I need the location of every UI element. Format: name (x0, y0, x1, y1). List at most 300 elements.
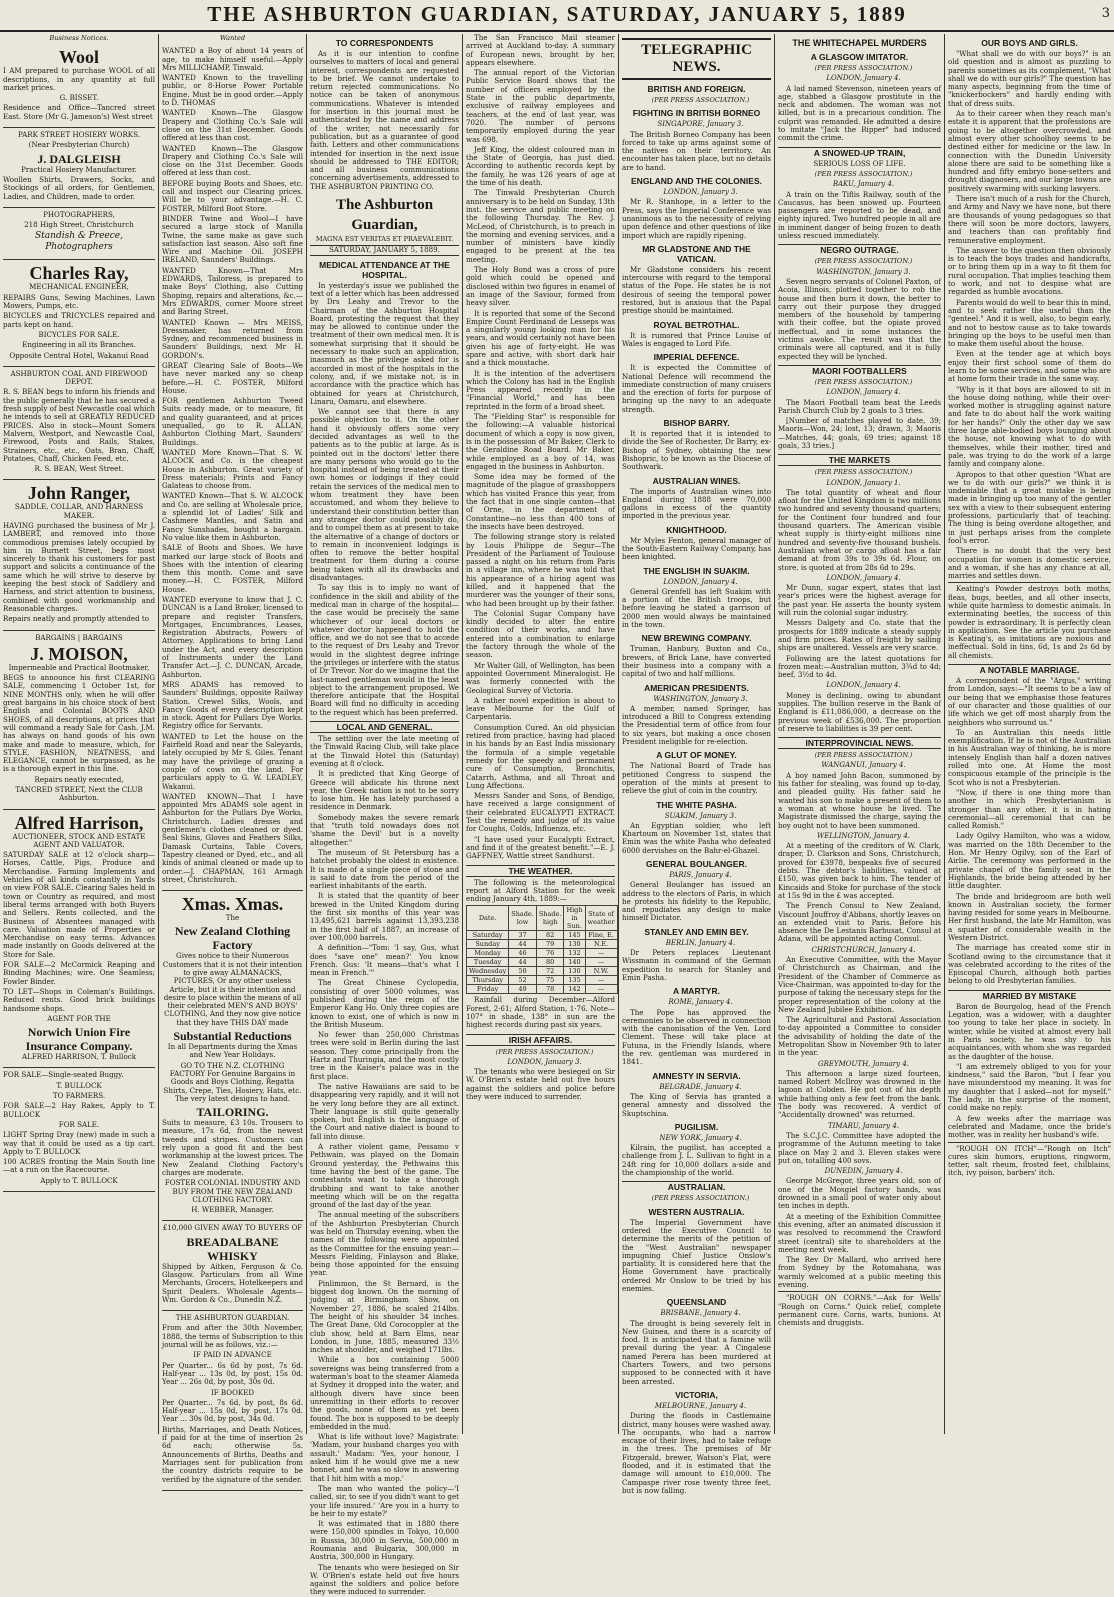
ad-prefix: £10,000 GIVEN AWAY TO BUYERS OF (162, 1223, 303, 1233)
article-title: OUR BOYS AND GIRLS. (981, 38, 1078, 48)
news-item: A train on the Tiflis Railway, south of the Caucasus, has been snowed up. Fourteen passengers are reported to be dead, and eighty injured. Two hundred people in all are in imminent danger of being frozen to death unless rescued immediately. (778, 189, 941, 241)
news-item: The "Fielding Star" is responsible for the following:—A valuable historical document of which a copy is now given, is in the possession of Mr Baker, Clerk to the Geraldine Road Board. Mr Baker, while employed as a boy of 14, was engaged in the business in Ashburton. (466, 412, 615, 471)
news-item: Some idea may be formed of the magnitude of the plague of grasshoppers which has visited France this year, from the fact that in one single canton—that of Orne, in the department of Constantine—no less than 400 tons of the insects have been destroyed. (466, 472, 615, 531)
ad-title: FOR SALE. (58, 1119, 100, 1129)
ad-body: BICYCLES FOR SALE. (38, 329, 120, 339)
whisky-title: BREADALBANE WHISKY (186, 1234, 279, 1263)
wanted-item: SALE of Boots and Shoes. We have marked our large stock of Boots and Shoes with the intention of clearing them this month. Come and save money.—H. C. FOSTER, Milford House. (162, 543, 303, 594)
news-item: Messrs Sander and Sons, of Bendigo, have received a large consignment of their celebrated EUCALYPTI EXTRACT. Test the remedy and judge of its value for Coughs, Colds, Influenza, etc. (466, 791, 615, 834)
wanted-item: FOR gentlemen Ashburton Tweed Suits ready made, or to measure, fit and quality guaranteed, and at prices unequalled, go to R. ALLAN, Ashburton Clothing Mart, Saunders' Buildings. (162, 396, 303, 447)
dateline: LONDON, January 4. (826, 573, 901, 582)
news-item: The following strange story is related by Louis Philippe de Segur—The President of the Parliament of Toulouse passed a night on his return from Paris in a village inn, where he was told that his appearance of a hiring agent was killed, and it happened that the murderer was the younger of their sons, who had been brought up by their father. (466, 532, 615, 608)
news-item: A member, named Springer, has introduced a Bill to Congress extending the Presidential term of office from four to six years, but making a once chosen President ineligible for re-election. (622, 703, 771, 747)
news-item: It is expected the Committee of National Defence will recommend the immediate construction of many cruisers and the erection of forts for purpose of bringing up the navy to an adequate strength. (622, 363, 771, 414)
table-cell: 50 (509, 967, 537, 976)
wanted-item: WANTED everyone to know that J. C. DUNCAN is a Land Broker, licensed to prepare and register Transfers, Mortgages, Encumbrances, Leases, Registration Abstracts, Powers of Attorney. Applications to bring Land under the Act, and every description of Instruments under the Land Transfer Act.—J. C. DUNCAN, Arcade, Ashburton. (162, 595, 303, 679)
news-item: "I have used your Eucalypti Extract, and find it of the greatest benefit."—E. J. GAFFNEY, Wattle street Sandhurst. (466, 834, 615, 861)
dateline: LONDON, January 1. (826, 478, 901, 487)
ad-body: TO LET—Shops in Coleman's Buildings. Reduced rents. Good brick buildings handsome shops. (3, 986, 155, 1013)
dateline: PARIS, January 4. (669, 871, 732, 879)
advert-note: "ROUGH ON CORNS."—Ask for Wells' "Rough on Corns." Quick relief, complete permanent cure. Corns, warts, bunions. At chemists and druggists. (778, 1293, 941, 1328)
article-title: GENERAL BOULANGER. (646, 859, 747, 869)
ray-ad (3, 260, 155, 366)
ad-subtitle: (Near Presbyterian Church) (28, 140, 130, 150)
wanted-item: WANTED a Boy of about 14 years of age, to make himself useful.—Apply Mrs MILLICHAMP, Tinwald. (162, 46, 303, 72)
ad-address: TANCRED STREET, Next the CLUB Ashburton. (15, 785, 143, 803)
news-item: The tenants who were besieged on Sir W. O'Brien's estate held out five hours against the soldiers and police before they were induced to surrender. (310, 1562, 459, 1597)
news-item: It is predicted that King George of Greece will abdicate his throne next year, the Greek nation is not to be sorry to lose him. He has lately purchased a residence in Denmark. (310, 769, 459, 812)
ad-banner: BARGAINS | BARGAINS (35, 632, 123, 642)
news-item: Mr Myles Fenton, general manager of the South-Eastern Railway Company, has been knighted. (622, 535, 771, 562)
column-1 (0, 34, 158, 1434)
column-2 (158, 34, 306, 1484)
ad-body: BEGS to announce his first CLEARING SALE, commencing 1 October 1st, for NINE MONTHS only, when he will offer great bargains in his choice stock of best English and Colonial BOOTS AND SHOES, of all descriptions, at prices that will command a ready Sale for Cash. J.M. has always on hand goods of his own make and made to measure, which, for STYLE, FASHION, NEATNESS, and ELEGANCE, cannot be surpassed, as he is a thorough expert in this line. (3, 673, 155, 774)
article-title: PUGILISM. (674, 1121, 719, 1132)
wanted-item: GREAT Clearing Sale of Boots—We have never marked any so cheap before.—H. C. FOSTER, Milford House. (162, 360, 303, 395)
notice-body: Births, Marriages, and Death Notices, if paid for at the time of insertion 2s 6d each; otherwise 5s. Announcements of Births, Deaths and Marriages sent for publication from the country districts require to be verified by the signature of the sender. (162, 1424, 303, 1484)
table-row (467, 985, 618, 994)
whisky-ad (162, 1221, 303, 1311)
article-title: WESTERN AUSTRALIA. (648, 1206, 745, 1217)
ad-name: Apply to T. BULLOCK (40, 1175, 118, 1185)
ad-body: Woollen Shirts, Drawers, Socks, and Stockings of all orders, for Gentlemen, Ladies, and Children, made to order. (3, 174, 155, 201)
article-paragraph: Parents would do well to bear this in mind, and to seek rather the useful than the "genteel." And it is well, also, to begin early, and not to bestow cause as to take towards bringing up the boys to be useful men than to make them useful about the house. (948, 297, 1111, 349)
ad-title: John Ranger, (27, 483, 131, 504)
article-paragraph: Lady Ogilvy Hamilton, who was a widow, was married on the 18th December to the Hon. Mr Henry Ogilvy, son of the Earl of Airlie. The ceremony was performed in the private chapel of the family seat in the Highlands, the bride being attended by her little daughter. (948, 831, 1111, 891)
ad-prefix: The (225, 913, 240, 923)
advert-note: Keating's Powder destroys both moths, fleas, bugs, beetles, and all other insects, while quite harmless to domestic animals. In exterminating beetles, the success of this powder is extraordinary. It is perfectly clean in application. See the article you purchase is Keating's, as imitations are noxious and ineffectual. Sold in tins, 6d, 1s and 2s 6d by all chemists. (948, 584, 1111, 660)
section-heading: INTERPROVINCIAL NEWS. (778, 737, 941, 749)
article-paragraph: To say this is to imply no want of confidence in the skill and ability of the medical man in charge of the hospital—the case would be precisely the same whichever of our local doctors or whatever doctor happened to hold the office, and we do not see that to accede to the request of Drs Leahy and Trevor would in the slightest degree infringe the privileges or interfere with the status of Dr Trevor. Nor do we imagine that the last-named gentleman would in the least object to the arrangement proposed. We therefore anticipate that the Hospital Board will find no difficulty in acceding to the request which has been preferred. (310, 583, 459, 717)
weather-table (466, 905, 618, 994)
news-item: The National Board of Trade has petitioned Congress to suspend the operation of the mints at present to relieve the glut of coin in the country. (622, 761, 771, 796)
news-item: At a meeting of the creditors of W. Clark, draper, D. Clarkson and Sons, Christchurch, proved for £3978, bespeaks five of secured debts. The debtor's liabilities, valued at £150, was given back to him. The tender of Kincaids and Stoke for purchase of the stock at 15s 9d in the £ was accepted. (778, 841, 941, 900)
press-credit: (PER PRESS ASSOCIATION.) (814, 64, 913, 72)
article-paragraph: Apropos to that other question "What are we to do with our girls?" we think it is undeniable that a great mistake is being made in bringing up too many of the gentler sex with a view to their subsequent entering professions, particularly that of teaching. The thing is being overdone altogether, and in just perhaps arises from the complete fool's error. (948, 469, 1111, 545)
ad-name: T. BULLOCK (56, 1080, 102, 1090)
ad-title: PHOTOGRAPHERS, (43, 209, 115, 219)
press-credit: (PER PRESS ASSOCIATION.) (814, 169, 913, 178)
photographers-ad (3, 208, 155, 261)
dateline: MELBOURNE, January 4. (654, 1401, 747, 1410)
weather-header: High in Sun. (564, 906, 585, 931)
news-item: [Number of matches played to date, 39; Maoris—Won, 24; lost, 13; drawn, 3; Maoris—Matches, 44; goals, 69 tries; against 18 goals, 33 tries.] (778, 416, 941, 450)
press-credit: (PER PRESS ASSOCIATION.) (495, 1047, 594, 1056)
wanted-item: WANTED KNOWN—That I have appointed Mrs ADAMS sole agent in Ashburton for the Pullars Dye Works, Christchurch. Ladies dresses and gentlemen's clothes cleaned or dyed. Seal Skins, Gloves and Feathers Silks, Damask Curtains, Table Covers, Tapestry cleaned or Dyed, etc., and all kinds of animal cleaned or made up to order.—J. CHAPMAN, 161 Armagh street, Christchurch. (162, 791, 303, 884)
ranger-ad (3, 480, 155, 630)
news-item: The Great Chinese Cyclopedia, consisting of over 5000 volumes, was published during the reign of the Emperor Kang Ho. Only three copies are known to exist, one of which is now in the British Museum. (310, 978, 459, 1029)
news-item: The man who wanted the policy—'I called, sir, to see if you didn't want to get your life insured.' 'Are you in a hurry to be heir to my estate?' (310, 1483, 459, 1518)
weather-header-row (467, 906, 618, 931)
article-paragraph: As to their career when they reach man's estate it is apparent that the professions are going to be altogether overcrowded, and almost every other schoolboy seems to be destined either for medicine or the law. In connection with the Dunedin University alone there are said to be something like a hundred and fifty embryo bone-setters and drought diagnosers, and our large towns are positively swarming with sucking lawyers. (948, 109, 1111, 193)
table-row (467, 976, 618, 985)
article-title: AUSTRALIAN WINES. (652, 475, 741, 486)
article-paragraph: There is no doubt that the very best occupation for women is domestic service, and a woman, if she has any chance at all, marries and settles down. (948, 546, 1111, 581)
dateline: LONDON, January 3. (663, 188, 738, 197)
article-paragraph: There isn't much of a rush for the Church, and Army and Navy we have none, but there are thousands of young pedagogues so that there will soon be more doctors, lawyers, and teachers than can profitably find remunerative employment. (948, 194, 1111, 245)
wanted-item: MRS ADAMS has removed to Saunders' Buildings, opposite Railway Station. Crewel Silks, Wools, and Fancy Goods of every description kept in stock. Agent for Pullars Dye Works. Registry office for Servants. (162, 679, 303, 731)
article-paragraph: The bride and bridegroom are both well known in Australian society, the former having resided for some years in Melbourne. Her first husband, the late Mr Hamilton, was a squatter of considerable wealth in the Western District. (948, 891, 1111, 942)
weather-note: Rainfall during December—Alford Forest, 2·61; Alford Station, 1·76. Note—107° in shade, 138° in sun are the highest records during past six years. (466, 995, 615, 1030)
factory-title: New Zealand Clothing Factory (174, 924, 291, 953)
news-item: The imports of Australian wines into England during 1888 were 70,000 gallons in excess of the quantity imported in the previous year. (622, 486, 771, 521)
news-item: It was estimated that in 1880 there were 150,000 spindles in Tokyo, 10,000 in Russia, 30,000 in Servia, 500,000 in Roumania and Bulgaria, 300,000 in Austria, 300,000 in Hungary. (310, 1519, 459, 1562)
article-title: MARRIED BY MISTAKE (948, 990, 1111, 1001)
article-paragraph: In yesterday's issue we published the text of a letter which has been addressed by Drs Leahy and Trevor to the Chairman of the Ashburton Hospital Board, protesting the request that they may be allowed to continue under the treatment of their own medical men. It is somewhat surprising that it should be necessary to make such an application, inasmuch as the privilege asked for is accorded in most of the hospitals in the colony, and, if we mistake not, is in accordance with the practice which has obtained for years at Christchurch, Linaru, Oamaru, and elsewhere. (310, 280, 459, 406)
article-title: ROYAL BETROTHAL. (653, 319, 740, 330)
news-item: The settling over the late meeting of the Tinwald Racing Club, will take place at the Tinwald Hotel this (Saturday) evening at 8 o'clock. (310, 734, 459, 768)
article-title: THE WHITE PASHA. (656, 799, 737, 810)
article-paragraph: "I am extremely obliged to you for your kindness," said the Baron, "but I fear you have misunderstood my meaning. It was for my daughter that I asked—not for myself." The lady, in the surprise of the moment, could make no reply. (948, 1061, 1111, 1113)
news-item: The Imperial Government have ordered the Executive Council to determine the merits of the petition of the "West Australian" newspaper impugning Chief Justice Onslow's partiality. It is considered here that the Home Government have practically ordered Mr Onslow to be tried by his enemies. (622, 1217, 771, 1293)
news-item: The King of Servia has granted a general amnesty and dissolved the Skuptschina. (622, 1091, 771, 1118)
dateline: ROME, January 4. (668, 998, 733, 1007)
table-cell: 132 (564, 949, 585, 958)
ad-subtitle: AUCTIONEER, STOCK AND ESTATE AGENT AND VALUATOR. (12, 831, 146, 849)
article-title: BISHOP BARRY. (663, 418, 730, 429)
editorial-date: SATURDAY, JANUARY 5, 1889. (310, 245, 459, 255)
wanted-item: WANTED Known—That Mrs EDWARDS, Tailoress, is prepared to make Boys' Clothing, also Cutting Shoping, repairs and alterations, &c.—Mrs EDWARDS, corner Moore street and Baring Street. (162, 265, 303, 317)
table-row (467, 940, 618, 949)
table-row (467, 967, 618, 976)
weather-header: Shade. low (509, 906, 537, 931)
wanted-item: WANTED Known — Mrs MEISS, Dressmaker, has returned from Sydney, and recommenced business in Saunders' Buildings, next Mr H. GORDON's. (162, 317, 303, 360)
dateline: TIMARU, January 4. (827, 1121, 899, 1130)
news-item: A definition—"Tom: 'I say, Gus, what does "save one" mean?' You know French. Gus: 'It means—that's what I mean in French.'" (310, 943, 459, 978)
column-4 (462, 34, 618, 1434)
dateline: BELGRADE, January 4. (659, 1082, 742, 1091)
news-item: The drought is being severely felt in New Guinea, and there is a scarcity of food. It is anticipated that a famine will prevail during the year. A Cingalese named Perera has been murdered at Charters Towers, and two persons supposed to be connected with it have been arrested. (622, 1318, 771, 1386)
editorial-motto: MAGNA EST VERITAS ET PRAEVALEBIT. (315, 235, 454, 244)
news-item: The museum of St Petersburg has a hatchet probably the oldest in existence. It is made of a single piece of stone and is said to date from the period of the earliest inhabitants of the earth. (310, 847, 459, 891)
article-title: MEDICAL ATTENDANCE AT THE HOSPITAL. (319, 259, 450, 280)
ad-body: Suits to measure, £3 10s. Trousers to measure, 17s 6d, from the newest tweeds and stripes. Customers can rely upon a good fit and the best workmanship at the lowest prices. The New Zealand Clothing Factory's charges are moderate. (162, 1118, 303, 1177)
notice-rates: Per Quarter... 7s 6d, by post, 8s 6d. Half-year ... 15s 0d, by post, 17s 0d. Year ... 30s 0d, by post, 34s 0d. (162, 1397, 303, 1424)
table-cell: Wednesday (467, 967, 509, 976)
press-credit: (PER PRESS ASSOCIATION.) (814, 257, 913, 266)
news-item: General Boulanger has issued an address to the electors of Paris, in which he protests his fidelity to the Republic, and repudiates any design to make himself Dictator. (622, 880, 771, 923)
wool-ad (3, 44, 155, 128)
news-item: The tenants who were besieged on Sir W. O'Brien's estate held out five hours against the soldiers and police before they were induced to surrender. (466, 1067, 615, 1102)
page-number: 3 (1101, 6, 1110, 21)
dateline: WASHINGTON, January 3. (653, 694, 748, 703)
wanted-ads (162, 44, 303, 891)
table-cell: Tuesday (467, 958, 509, 967)
dateline: CHRISTCHURCH, January 4. (811, 945, 916, 954)
coal-ad (3, 367, 155, 481)
wanted-item: BINDER Twine and Wool—I have secured a large stock of Manilla Twine, the same make as gave such satisfaction last season. Also soft fine Wire and Machine Oil. JOSEPH IRELAND, Saunders' Buildings. (162, 213, 303, 265)
table-cell: 130 (564, 967, 585, 976)
wanted-item: WANTED More Known—That S. W. ALCOCK and Co. is the cheapest House in Ashburton. Great variety of Dress materials; Prints and Fancy Galateas to choose from. (162, 447, 303, 491)
harrison-ad (3, 810, 155, 1069)
news-item: An Egyptian soldier, who left Khartoum on November 1st, states that Emin was the white Pasha who defeated 6000 dervishes on the Bahr-el-Ghazel. (622, 820, 771, 855)
table-cell: 49 (509, 985, 537, 994)
notice-subhead: IF PAID IN ADVANCE (193, 1350, 272, 1360)
table-cell: 37 (509, 931, 537, 940)
table-cell: 145 (564, 931, 585, 940)
weather-header: Shade. high (536, 906, 564, 931)
news-item: Kilrain, the pugilist, has accepted a challenge from J. L. Sullivan to fight in a 24ft ring for 10,000 dollars a-side and the championship of the world. (622, 1143, 771, 1178)
article-title: STANLEY AND EMIN BEY. (644, 926, 749, 937)
news-item: It is stated that the quantity of beer brewed in the United Kingdom during the first six months of this year was 13,495,621 barrels against 13,393,238 in the first half of 1887, an increase of over 100,000 barrels. (310, 891, 459, 942)
ad-title: Charles Ray, (29, 263, 129, 284)
dateline: WANGANUI, January 4. (821, 761, 906, 770)
dateline: DUNEDIN, January 4. (824, 1167, 903, 1176)
article-title: NEGRO OUTRAGE. (778, 244, 941, 255)
ad-body: AGENT FOR THE (47, 1013, 111, 1023)
table-row (467, 931, 618, 940)
dateline: GREYMOUTH, January 4. (818, 1059, 909, 1068)
table-cell: 80 (536, 958, 564, 967)
news-item: The Holy Bond was a cross of pure gold which could be opened and disclosed within two figures in enamel of an image of the Saviour, formed from heavy silver. (466, 265, 615, 308)
news-item: Following are the latest quotations for frozen meat:—Australian mutton, 3¾d to 4d; beef, 3½d to 4d. (778, 653, 941, 680)
news-item: The Rev Dr Mallard, who arrived here from Sydney by the Rotomahana, was warmly welcomed at a public meeting this evening. (778, 1255, 941, 1289)
table-cell: 79 (536, 940, 564, 949)
notice-title: THE ASHBURTON GUARDIAN. (175, 1313, 290, 1323)
article-title: FIGHTING IN BRITISH BORNEO (632, 108, 761, 119)
news-item: The total quantity of wheat and flour afloat for the United Kingdom is two millions two hundred and seventy thousand quarters; for the Continent four hundred and four thousand quarters. The American visible wheat supply is thirty-eight millions nine hundred and seventy-five thousand bushels. Australian wheat or cargo afloat has a fair demand at from 39s to 39s 6d. Flour, on store, is quoted at from 28s 6d to 29s. (778, 487, 941, 572)
section-header: Wanted (219, 34, 246, 42)
ad-body: FOSTER COLONIAL INDUSTRY AND BUY FROM THE NEW ZEALAND CLOTHING FACTORY. (164, 1178, 301, 1204)
table-cell: Thursday (467, 976, 509, 985)
article-title: QUEENSLAND (666, 1297, 727, 1308)
article-title: VICTORIA, (675, 1389, 718, 1400)
table-cell: 72 (536, 967, 564, 976)
ad-address: Residence and Office—Tancred street East. Store (Mr G. Jameson's) West street (3, 103, 155, 121)
ad-title: J. MOISON, (30, 643, 128, 664)
article-subtitle: SERIOUS LOSS OF LIFE. (813, 158, 906, 168)
subscription-notice (162, 1311, 303, 1491)
table-cell: Saturday (467, 931, 509, 940)
ad-name: H. WEBBER, Manager. (191, 1205, 274, 1215)
article-paragraph: A few weeks after the marriage was celebrated and Madame, once the bride's mother, was in reality her husband's wife. (948, 1113, 1111, 1140)
news-item: A lad named Stevenson, nineteen years of age, stabbed a Glasgow prostitute in the neck and abdomen. The woman was not killed, but is in a precarious condition. The culprit was remanded. He admitted a desire to imitate "Jack the Ripper" had induced commit the crime. (778, 83, 941, 143)
clothing-factory-ad (162, 891, 303, 1221)
dateline: LONDON, January 4. (826, 74, 901, 83)
table-cell: 78 (536, 985, 564, 994)
news-item: The S.C.J.C. Committee have adopted the programme of the Autumn meeting to take place on May 2 and 3. Eleven stakes were put on, totalling 400 sovs. (778, 1130, 941, 1165)
masthead (0, 0, 1114, 32)
ad-name: ALFRED HARRISON, T. Bullock (21, 1052, 136, 1062)
news-item: It is the intention of the advertisers which the Colony has had in the English Press appeared recently in the "Financial World," and has been reprinted in the form of a broad sheet. (466, 368, 615, 411)
dateline: WASHINGTON, January 3. (816, 267, 911, 276)
table-cell: — (585, 985, 617, 994)
ad-body: LIGHT Spring Dray (new) made in such a way that it could be used as a tip cart. Apply to T. BULLOCK (3, 1130, 155, 1156)
table-cell: — (585, 976, 617, 985)
article-paragraph: To an Australian this needs little exemplification. If he is not of the Australian in his Australian way of thinking, he is more intensely English than half a dozen natives rolled into one. At Home the most conspicuous example of the principle is the Scot who is not a Presbyterian. (948, 727, 1111, 787)
news-item: The San Francisco Mail steamer arrived at Auckland to-day. A summary of European news, brought by her, appears elsewhere. (466, 33, 615, 67)
ad-title: ASHBURTON COAL AND FIREWOOD DEPOT. (10, 368, 148, 387)
table-cell: 52 (509, 976, 537, 985)
table-cell: 44 (509, 940, 537, 949)
article-title: AMERICAN PRESIDENTS. (644, 682, 749, 693)
notice-rates: Per Quarter... 6s 6d by post, 7s 6d. Half-year ... 13s 0d, by post, 15s 0d. Year ... 26s 0d, by post, 30s 0d. (162, 1360, 303, 1387)
table-cell: Monday (467, 949, 509, 958)
banner-title: TELEGRAPHIC NEWS. (641, 42, 752, 75)
article-paragraph: The marriage has created some stir in Scotland owing to the circumstance that it was celebrated according to the rites of the Episcopal Church, although both parties belong to old Presbyterian families. (948, 943, 1111, 986)
wanted-item: WANTED Known to the travelling public, or 8-Horse Power Portable Engine. Must be in good order.—Apply to D. THOMAS (162, 73, 303, 108)
newspaper-title: THE ASHBURTON GUARDIAN, SATURDAY, JANUARY 5, 1889 (207, 2, 907, 26)
press-credit: (PER PRESS ASSOCIATION.) (651, 96, 750, 104)
article-title: A SNOWED-UP TRAIN, (778, 147, 941, 158)
ad-subtitle: Practical Hosiery Manufacturer. (21, 164, 137, 174)
section-heading: THE MARKETS (778, 454, 941, 466)
news-item: Mr R. Stanhope, in a letter to the Press, says the Imperial Conference was unanimous as to the necessity of relying upon defence and other questions of like import which are rapidly ripening. (622, 197, 771, 240)
ad-body: REPAIRS Guns, Sewing Machines, Lawn Mowers, Pumps, etc. (3, 292, 155, 311)
section-heading: THE WEATHER. (466, 865, 615, 877)
telegraphic-banner (622, 38, 771, 80)
ad-title: TO FARMERS. (52, 1091, 106, 1101)
article-paragraph: "Why is it that boys are allowed to sit in the house doing nothing, while their over-worked mother is struggling against nature and fate to do about half the work waiting for her hands?" Only the other day we saw three large able-bodied boys lounging about the house, not knowing what to do with themselves, while their mother, tired and pale, was trying to do the work of a large family and company alone. (948, 384, 1111, 469)
news-item: The Agricultural and Pastoral Association to-day appointed a Committee to consider the advisability of holding the date of the Metropolitan Show in November 9th to later in the year. (778, 1015, 941, 1058)
dateline: LONDON, January 4. (826, 681, 901, 690)
news-item: Dr Peters replaces Lieutenant Wissmann in command of the German expedition to search for Stanley and Emin Pasha. (622, 948, 771, 982)
dateline: BRISBANE, January 4. (660, 1309, 741, 1318)
table-cell: 75 (536, 976, 564, 985)
section-header: Business Notices. (49, 34, 109, 42)
ad-subtitle: Impermeable and Practical Bootmaker, (8, 662, 150, 672)
news-item: The annual report of the Victorian Public Service Board shows that the number of officers employed by the State in the public departments, exclusive of railway employees and teachers, at the end of last year, was 7020. The number of persons temporarily employed during the year was 698. (466, 68, 615, 144)
news-item: The Maori Football team beat the Leeds Parish Church Club by 2 goals to 3 tries. (778, 397, 941, 415)
news-item: Mr Dunn, sugar expert, states that last year's prices were the highest average for the past year. He asserts the bounty system will ruin the colonial sugar industry. (778, 583, 941, 618)
news-item: Truman, Hanbury, Buxton and Co., brewers, of Brick Lane, have converted their business into a company with a capital of two and half millions. (622, 644, 771, 679)
table-cell: Sunday (467, 940, 509, 949)
table-row (467, 949, 618, 958)
table-cell: 76 (536, 949, 564, 958)
article-title: MAORI FOOTBALLERS (778, 365, 941, 376)
section-heading: THE WHITECHAPEL MURDERS (792, 38, 927, 48)
dateline: SUAKIM, January 3. (664, 811, 737, 820)
press-credit: (PER PRESS ASSOCIATION.) (814, 377, 913, 386)
section-heading: TO CORRESPONDENTS (335, 38, 434, 48)
xmas-title: Xmas. Xmas. (181, 894, 284, 915)
ad-name: J. DALGLEISH (37, 151, 121, 166)
section-heading: LOCAL AND GENERAL. (310, 721, 459, 733)
dateline: WELLINGTON, January 4. (817, 831, 910, 840)
article-title: AMNESTY IN SERVIA. (652, 1070, 741, 1081)
weather-header: State of weather (585, 906, 617, 931)
news-item: At a meeting of the Exhibition Committee this evening, after an animated discussion it was resolved to recommend the Crawford street (central) site to shareholders at the meeting next week. (778, 1211, 941, 1254)
news-item: The native Hawaiians are said to be disappearing very rapidly, and it will not be very long before they are all extinct. Their language is still quite generally spoken, but English is the language of the Court and native dialect is bound to fall into disuse. (310, 1081, 459, 1141)
ad-body: I AM prepared to purchase WOOL of all descriptions, in any quantity at full market prices. (3, 66, 155, 92)
editorial-masthead: The Ashburton Guardian, (335, 197, 434, 234)
weather-header: Date. (467, 906, 509, 931)
section-heading: BRITISH AND FOREIGN. (647, 84, 746, 94)
ad-body: Shipped by Aitken, Ferguson & Co. Glasgow. Particulars from all Wine Merchants, Grocers, Hotelkeepers and Spirit Dealers. Wholesale Agents—Wm. Gordon & Co., Dunedin N.Z. (162, 1261, 303, 1304)
table-cell: — (585, 949, 617, 958)
table-cell: 46 (509, 949, 537, 958)
weather-intro: The following is the meteorological report at Alford Station for the week ending January 4th, 1889:— (466, 877, 615, 904)
dateline: BAKU, January 4. (832, 180, 895, 189)
ad-body: BICYCLES and TRICYCLES repaired and parts kept on hand. (3, 311, 155, 329)
ad-subtitle: MECHANICAL ENGINEER, (29, 282, 129, 292)
article-paragraph: A correspondent of the "Argus," writing from London, says:—"It seems to be a law of our being that we emphasise those features of our character and those qualities of our life which we get off most sharply from the neighbors who surround us." (948, 676, 1111, 727)
ad-body: FOR SALE—Single-seated Buggy. (3, 1070, 124, 1080)
advert-note: "ROUGH ON ITCH"—"Rough on Itch" cures skin humors, eruptions, ringworm, tetter, salt rheum, frosted feet, chilblains, itch, ivy poison, barbers' itch. (948, 1143, 1111, 1178)
news-item: Jeff King, the oldest coloured man in the State of Georgia, has just died. According to authentic records kept by the family, he was 126 years of age at the time of his death. (466, 144, 615, 188)
ad-address: Opposite Central Hotel, Wakanui Road (9, 350, 149, 360)
wanted-item: WANTED Known—The Glasgow Drapery and Clothing Co.'s Sale will close on the 31st December. Goods offered at less than cost. (162, 143, 303, 178)
article-title: KNIGHTHOOD. (666, 524, 727, 535)
news-item: Messrs Dalgety and Co. state that the prospects for 1889 indicate a steady supply and firm prices. Rates of freight by sailing ships are unaltered. Vessels are very scarce. (778, 618, 941, 653)
news-item: During the floods in Castlemaine district, many houses were washed away. The occupants, who had a narrow escape of their lives, had to take refuge in the trees. The premises of Mr Fitzgerald, brewer, Watson's Flat, were flooded, and it is estimated that the damage will amount to £10,000. The Campaspe river rose twenty three feet, but is now falling. (622, 1411, 771, 1495)
article-paragraph: "What shall we do with our boys?" is an old question and is almost as puzzling to parents sometimes as its complement, "What shall we do with our girls?" The question has many aspects, beginning from the time of "knickerbockers" and hardly ending with that of dress suits. (948, 49, 1111, 108)
ad-body: 100 ACRES fronting the Main South line—at a run on the Racecourse. (3, 1157, 155, 1175)
news-item: Seven negro servants of Colonel Paxton, of Acoia, Illinois, plotted together to rob the house and then burn it down, the better to carry out their purpose they drugged members of the household by tampering with their coffee, but the opiate proved ineffectual, and in some instances the victims awoke. The result was that the criminals were all captured, and it is fully expected they will be lynched. (778, 276, 941, 361)
news-item: The annual meeting of the subscribers of the Ashburton Presbyterian Church was held on Thursday evening, when the names of the following were appointed as the Committee for the ensuing year:—Messrs Fielding, Finlayson and Blake, being those appointed for the ensuing year. (310, 1210, 459, 1278)
news-item: The French Consul to New Zealand, Viscount Jouffroy d'Abbans, shortly leaves on an extended visit to Paris. Before his absence the De Lestanis Barbusat, Consul at Adana, will be appointed acting Consul. (778, 901, 941, 944)
insurance-title: Norwich Union Fire Insurance Company. (25, 1025, 133, 1054)
bullock-ads (3, 1068, 155, 1192)
news-item: A rather violent game, Pessamo v Pethwain, was played on the Domain Ground yesterday, the Pethwains this time having the best of the game. The contestants want to take a thorough drubbing and want to take another meeting which will be on the regatta ground of the last day of the year. (310, 1142, 459, 1210)
news-item: No fewer than 250,000 Christmas trees were sold in Berlin during the last season. They come principally from the Hartz and Thuringia, and the most costly tree in the Kaiser's palace was in the first place. (310, 1030, 459, 1081)
news-item: Mr Gladstone considers his recent intercourse with regard to the temporal status of the Pope. He states he is not desirous of seeing the temporal power restored, but is anxious that the Papal prestige should be maintained. (622, 264, 771, 316)
wanted-item: WANTED Known—That S. W. ALCOCK and Co. are selling at Wholesale price, a splendid lot of Ladies' Silk and Cashmere Mantles, and Satin and Fancy Sunshades, bought a bargain. No value like them in Ashburton. (162, 491, 303, 542)
table-cell: N.W. (585, 967, 617, 976)
news-item: Consumption Cured. An old physician retired from practice, having had placed in his hands by an East India missionary the formula of a simple vegetable remedy for the speedy and permanent cure of Consumption, Bronchitis, Catarrh, Asthma, and all Throat and Lung Affections. (466, 722, 615, 790)
column-5 (618, 34, 774, 1495)
news-item: Pinlimmon, the St Bernard, is the biggest dog known. On the morning of judging at Birmingham Show, on November 27, 1886, he scaled 214lbs. The height of his shoulder 34 inches. The Great Dane, Old Corocoppler at the club show, held at Barn Elms, near London, in June, 1885, measured 33½ inches at shoulder, and weighed 171lbs. (310, 1278, 459, 1355)
ad-address: 218 High Street, Christchurch (24, 220, 134, 230)
ad-title: Wool (58, 47, 99, 68)
ad-name: G. BISSET. (59, 93, 99, 103)
ad-body: FOR SALE—2 McCormick Reaping and Binding Machines; wire. One Seamless; Fowler Binder. (3, 960, 155, 986)
dateline: BERLIN, January 4. (665, 938, 736, 947)
news-item: This afternoon a large sized fourteen, named Robert McIlroy was drowned in the lagoon at Cobden. He got out of his depth while bathing only a few feet from the bank. The body was recovered. A verdict of "Accidentally drowned" was returned. (778, 1068, 941, 1120)
news-item: The Tinwald Presbyterian Church anniversary is to be held on Sunday, 13th inst. the service and public meeting on the following Thursday. The Rev. J. McLeod, of Christchurch, is to preach in the morning and evening services, and a number of ministers have kindly engaged to be present at the tea meeting. (466, 188, 616, 264)
ad-title: Alfred Harrison, (14, 812, 144, 833)
section-heading: IRISH AFFAIRS. (466, 1034, 615, 1046)
news-item: What is life without love? Magistrate: 'Madam, your husband charges you with assault.' Madam: 'Yes, your honour, I asked him if he would give me a new bonnet, and he was so slow in answering that I hit him with a mop.' (310, 1432, 459, 1483)
column-7 (944, 34, 1114, 1434)
photographer-signature: Standish & Preece, Photographers (35, 231, 123, 253)
news-item: It is reported that some of the Second Empire Count Ferdinand de Lesseps was a singularly young looking man for his years, and would certainly not have been given his age of forty-eight. He was spare and active, with short dark hair and a thick moustache. (466, 308, 615, 368)
table-cell: 130 (564, 940, 585, 949)
wanted-item: WANTED to Let the house on the Fairfield Road and near the Saleyards, lately occupied by Mr S. Giles. Tenant may have the privilege of grazing a couple of cows on the land. For particulars apply to G. W. LEADLEY, Wakanui. (162, 731, 303, 791)
article-title: THE ENGLISH IN SUAKIM. (643, 565, 750, 576)
news-item: It is reported that it is intended to divide the See of Rochester, Dr Barry, ex-Bishop of Sydney, obtaining the new Bishopric, to be known as the Diocese of Southwark. (622, 429, 771, 472)
article-paragraph: The answer to the question then obviously is to teach the boys trades and handicrafts, or to bring them up in a way to fit them for rural occupation. That implies teaching them to work, and not to despise what are regarded as humble avocations. (948, 245, 1111, 297)
wanted-item: WANTED Known—The Glasgow Drapery and Clothing Co.'s Sale will close on the 31st December. Goods offered at less than cost. (162, 108, 303, 143)
ad-body: HAVING purchased the business of Mr J. LAMBERT, and removed into those commodious premises lately occupied by him in Burnett Street, begs most sincerely to thank his customers for past support and solicits a continuance of the same which he will strive to deserve by keeping the best stock of Saddlery and Harness, and strict attention to business, combined with good workmanship and Reasonable charges. (3, 520, 155, 613)
notice-body: From and after the 30th November, 1888, the terms of Subscription to this journal will be as follows, viz.:— (162, 1323, 303, 1350)
moison-ad (3, 631, 155, 810)
news-item: General Grenfell has left Suakim with a portion of the British troops, but before leaving he stated a garrison of 2000 men would always be maintained in the town. (622, 586, 771, 630)
news-item: The Colonial Sugar Company have kindly decided to alter the entire condition of their works, and have entered into a combination to enlarge the factory through the whole of the season. (466, 608, 615, 660)
ad-name: R. S. BEAN, West Street. (34, 464, 124, 474)
reductions-title: Substantial Reductions (173, 1029, 292, 1044)
wanted-item: BEFORE buying Boots and Shoes, etc. call and inspect our Clearing prices. Will be to your advantage.—H. C. FOSTER, Milford Boot Store. (162, 178, 303, 213)
article-title: ENGLAND AND THE COLONIES. (631, 176, 762, 187)
table-cell: N.E. (585, 940, 617, 949)
column-6 (774, 34, 944, 1434)
article-title: A MARTYR. (673, 986, 720, 997)
ad-body: Repairs neatly executed, (34, 774, 124, 784)
ad-body: Engineering in all its Branches. (22, 340, 136, 350)
table-cell: 142 (564, 985, 585, 994)
table-cell: 44 (509, 958, 537, 967)
table-cell: 135 (564, 976, 585, 985)
notice-subhead: IF BOOKED (210, 1387, 255, 1397)
dateline: LONDON, January 4. (663, 577, 738, 586)
press-credit: (PER PRESS ASSOCIATION.) (814, 751, 913, 760)
article-paragraph: "Now, if there is one thing more than another in which Presbyterianism is stronger than any other, it is in hating ceremonial—all ceremonial that can be called Romish." (948, 787, 1111, 831)
correspondents-notice: As it is our intention to confine ourselves to matters of local and general interest, correspondents are requested to be brief. We cannot undertake to return rejected communications. No notice can be taken of anonymous communications. Whatever is intended for insertion in this journal must be authenticated by the name and address of the writer, not necessarily for publication, but as a guarantee of good faith. Letters and other communications intended for insertion in the next issue should be addressed to THE EDITOR; and all business communications concerning advertisements, addressed to THE ASHBURTON PRINTING CO. (310, 49, 459, 191)
ad-body: In all Departments during the Xmas and New Year Holidays. (167, 1042, 298, 1060)
dateline: NEW YORK, January 4. (659, 1133, 742, 1142)
article-paragraph: We cannot see that there is any possible objection to it. On the other hand it obviously offers some very decided advantages as well to the patients as to the public at large. As is pointed out in the doctors' letter there are many persons who would go to the hospital instead of being treated at their own homes or lodgings if they could retain the services of the medical men to whom treatment they have been accustomed, and whom they believe to understand their constitution better than any stranger doctor could possibly do, and to compel them as at present to take the alternative of a change of doctors or to remain in inconvenient lodgings is often to remove the better hospital treatment for them during a course being taken with all its drawbacks and disadvantages. (310, 407, 459, 583)
news-item: Mr Walter Gill, of Wellington, has been appointed Government Mineralogist. He was formerly connected with the Geological Survey of Victoria. (466, 660, 615, 695)
